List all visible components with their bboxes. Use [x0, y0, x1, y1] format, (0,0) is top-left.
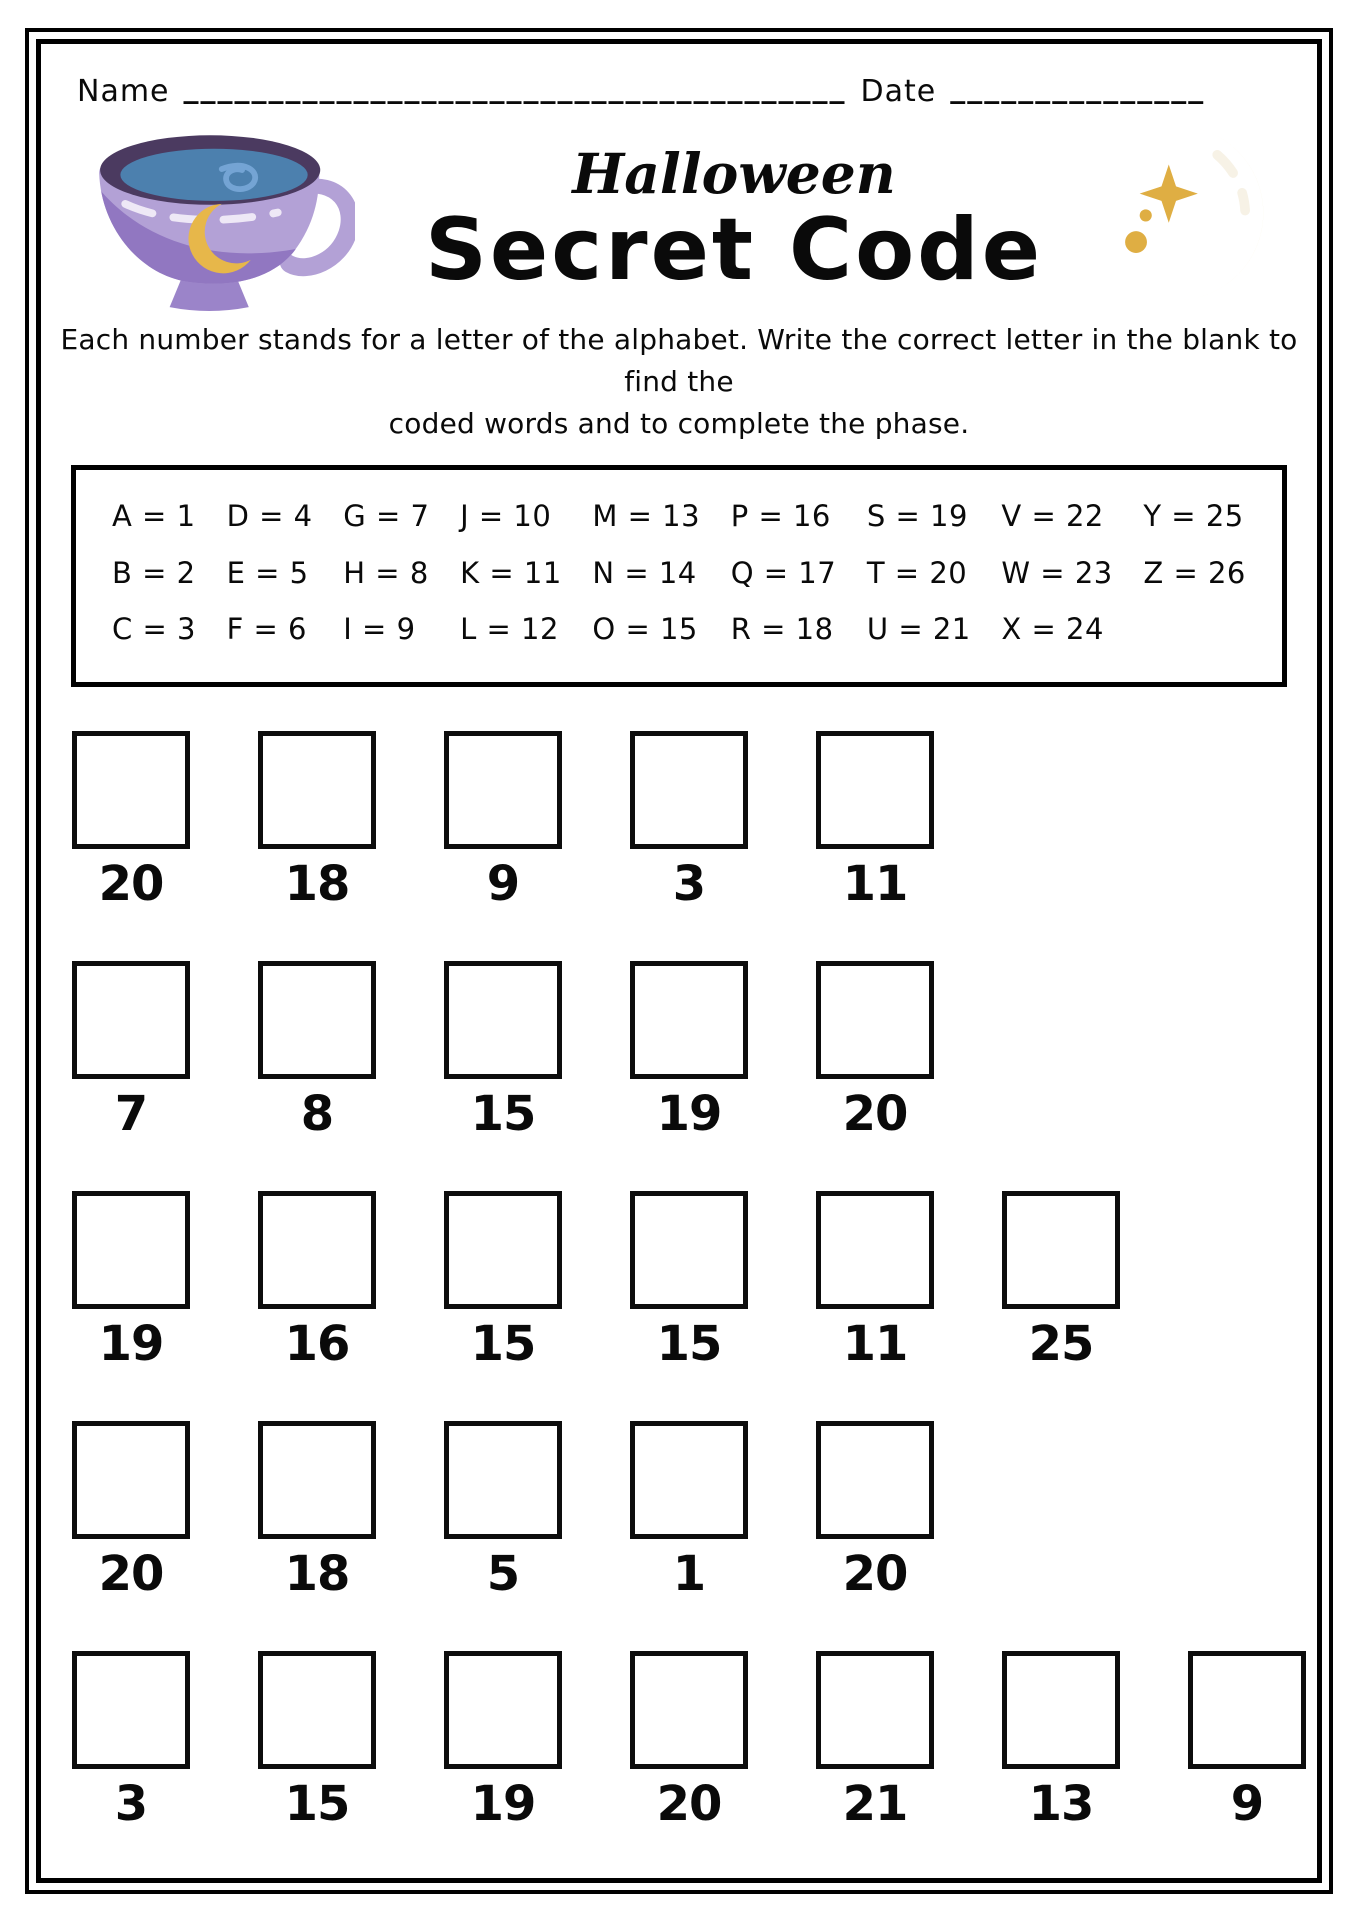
key-entry: Q = 17	[730, 555, 837, 590]
puzzle-row-1	[72, 731, 1317, 912]
title-script: Halloween	[572, 141, 896, 207]
puzzle-cell	[72, 961, 190, 1142]
answer-box[interactable]	[258, 731, 376, 849]
puzzle-area	[41, 687, 1317, 1833]
page-border-inner	[36, 39, 1322, 1883]
puzzle-cell	[1002, 1651, 1120, 1832]
answer-box[interactable]	[816, 1651, 934, 1769]
code-number: 15	[656, 1316, 722, 1373]
code-number: 18	[284, 1546, 350, 1603]
instructions-line2: coded words and to complete the phase.	[388, 407, 970, 440]
code-number: 25	[1028, 1316, 1094, 1373]
code-number: 15	[284, 1776, 350, 1833]
key-column-abc	[112, 488, 196, 658]
key-entry: K = 11	[460, 555, 562, 590]
puzzle-row-2	[72, 961, 1317, 1142]
answer-box[interactable]	[72, 731, 190, 849]
code-number: 7	[114, 1085, 148, 1142]
title-block	[41, 113, 1317, 311]
crescent-moon-icon	[1113, 118, 1273, 308]
answer-box[interactable]	[816, 1191, 934, 1309]
page-title: Secret Code	[424, 199, 1044, 300]
answer-box[interactable]	[1002, 1191, 1120, 1309]
puzzle-cell	[72, 1191, 190, 1372]
answer-box[interactable]	[258, 1191, 376, 1309]
answer-box[interactable]	[444, 1651, 562, 1769]
code-number: 15	[470, 1085, 536, 1142]
page-border-outer	[25, 28, 1333, 1894]
code-number: 19	[98, 1316, 164, 1373]
puzzle-row-3	[72, 1191, 1317, 1372]
key-entry: I = 9	[343, 612, 416, 647]
puzzle-cell	[630, 731, 748, 912]
code-key-box	[71, 465, 1287, 687]
puzzle-row-4	[72, 1421, 1317, 1602]
code-number: 21	[842, 1776, 908, 1833]
code-number: 13	[1028, 1776, 1094, 1833]
name-label: Name	[77, 74, 170, 109]
puzzle-cell	[72, 1651, 190, 1832]
key-entry: Y = 25	[1143, 499, 1244, 533]
puzzle-cell	[816, 1651, 934, 1832]
key-entry: T = 20	[866, 555, 968, 590]
code-number: 15	[470, 1316, 536, 1373]
puzzle-cell	[444, 1421, 562, 1602]
puzzle-cell	[630, 1651, 748, 1832]
code-number: 9	[486, 855, 520, 912]
key-entry: R = 18	[730, 612, 834, 647]
answer-box[interactable]	[444, 731, 562, 849]
key-column-vwx	[1001, 488, 1112, 658]
answer-box[interactable]	[72, 1651, 190, 1769]
code-number: 9	[1230, 1776, 1264, 1833]
puzzle-cell	[444, 961, 562, 1142]
puzzle-cell	[72, 1421, 190, 1602]
key-entry: J = 10	[460, 499, 552, 533]
answer-box[interactable]	[444, 961, 562, 1079]
answer-box[interactable]	[72, 961, 190, 1079]
answer-box[interactable]	[72, 1421, 190, 1539]
key-column-pqr	[731, 488, 836, 658]
puzzle-cell	[816, 961, 934, 1142]
puzzle-row-5	[72, 1651, 1317, 1832]
key-entry: B = 2	[112, 555, 196, 590]
answer-box[interactable]	[630, 961, 748, 1079]
key-entry: S = 19	[866, 499, 968, 533]
key-entry: C = 3	[112, 612, 196, 647]
answer-box[interactable]	[258, 1651, 376, 1769]
answer-box[interactable]	[1002, 1651, 1120, 1769]
answer-box[interactable]	[630, 1191, 748, 1309]
code-number: 8	[300, 1085, 334, 1142]
key-column-ghi	[343, 488, 429, 658]
instructions-line1: Each number stands for a letter of the alphabet. Write the correct letter in the blank to find the	[60, 323, 1298, 398]
header-row	[41, 44, 1317, 109]
teacup-icon	[75, 115, 355, 311]
key-column-def	[227, 488, 313, 658]
puzzle-cell	[444, 1651, 562, 1832]
answer-box[interactable]	[444, 1421, 562, 1539]
key-entry: Z = 26	[1143, 555, 1246, 590]
code-number: 20	[98, 855, 164, 912]
puzzle-cell	[258, 961, 376, 1142]
key-entry: W = 23	[1001, 555, 1113, 590]
code-number: 20	[656, 1776, 722, 1833]
key-entry: E = 5	[226, 555, 309, 590]
key-entry: L = 12	[460, 612, 559, 647]
key-entry: H = 8	[343, 555, 429, 590]
code-number: 3	[672, 855, 706, 912]
code-number: 1	[672, 1546, 706, 1603]
puzzle-cell	[258, 1421, 376, 1602]
key-entry: F = 6	[226, 612, 307, 647]
key-entry: P = 16	[730, 499, 831, 533]
key-entry: G = 7	[343, 499, 430, 533]
puzzle-cell	[630, 961, 748, 1142]
puzzle-cell	[816, 731, 934, 912]
code-number: 20	[842, 1546, 908, 1603]
puzzle-cell	[816, 1421, 934, 1602]
key-entry: U = 21	[866, 612, 971, 647]
key-entry: D = 4	[226, 499, 313, 533]
answer-box[interactable]	[258, 1421, 376, 1539]
key-column-yz	[1143, 488, 1246, 658]
code-number: 11	[842, 855, 908, 912]
name-line[interactable]: _______________________________________	[183, 70, 847, 105]
answer-box[interactable]	[258, 961, 376, 1079]
code-number: 20	[842, 1085, 908, 1142]
code-number: 16	[284, 1316, 350, 1373]
key-entry: V = 22	[1001, 499, 1104, 533]
answer-box[interactable]	[630, 1421, 748, 1539]
key-entry: A = 1	[112, 499, 196, 533]
puzzle-cell	[816, 1191, 934, 1372]
code-number: 19	[656, 1085, 722, 1142]
key-column-jkl	[460, 488, 562, 658]
answer-box[interactable]	[816, 731, 934, 849]
answer-box[interactable]	[630, 731, 748, 849]
puzzle-cell	[1188, 1651, 1306, 1832]
answer-box[interactable]	[1188, 1651, 1306, 1769]
puzzle-cell	[630, 1421, 748, 1602]
answer-box[interactable]	[816, 1421, 934, 1539]
puzzle-cell	[1002, 1191, 1120, 1372]
code-number: 20	[98, 1546, 164, 1603]
answer-box[interactable]	[816, 961, 934, 1079]
answer-box[interactable]	[72, 1191, 190, 1309]
puzzle-cell	[630, 1191, 748, 1372]
key-column-mno	[592, 488, 700, 658]
answer-box[interactable]	[630, 1651, 748, 1769]
title-center	[355, 141, 1113, 300]
date-line[interactable]: _______________	[950, 70, 1206, 105]
key-entry: O = 15	[592, 612, 698, 647]
puzzle-cell	[258, 1651, 376, 1832]
code-number: 19	[470, 1776, 536, 1833]
key-entry: N = 14	[592, 555, 697, 590]
puzzle-cell	[258, 731, 376, 912]
code-number: 18	[284, 855, 350, 912]
code-number: 3	[114, 1776, 148, 1833]
puzzle-cell	[444, 1191, 562, 1372]
key-entry: M = 13	[592, 499, 701, 533]
key-column-stu	[867, 488, 971, 658]
key-entry: X = 24	[1001, 612, 1104, 647]
puzzle-cell	[72, 731, 190, 912]
code-number: 5	[486, 1546, 520, 1603]
puzzle-cell	[258, 1191, 376, 1372]
instructions	[41, 319, 1317, 445]
puzzle-cell	[444, 731, 562, 912]
code-number: 11	[842, 1316, 908, 1373]
answer-box[interactable]	[444, 1191, 562, 1309]
date-label: Date	[860, 74, 937, 109]
